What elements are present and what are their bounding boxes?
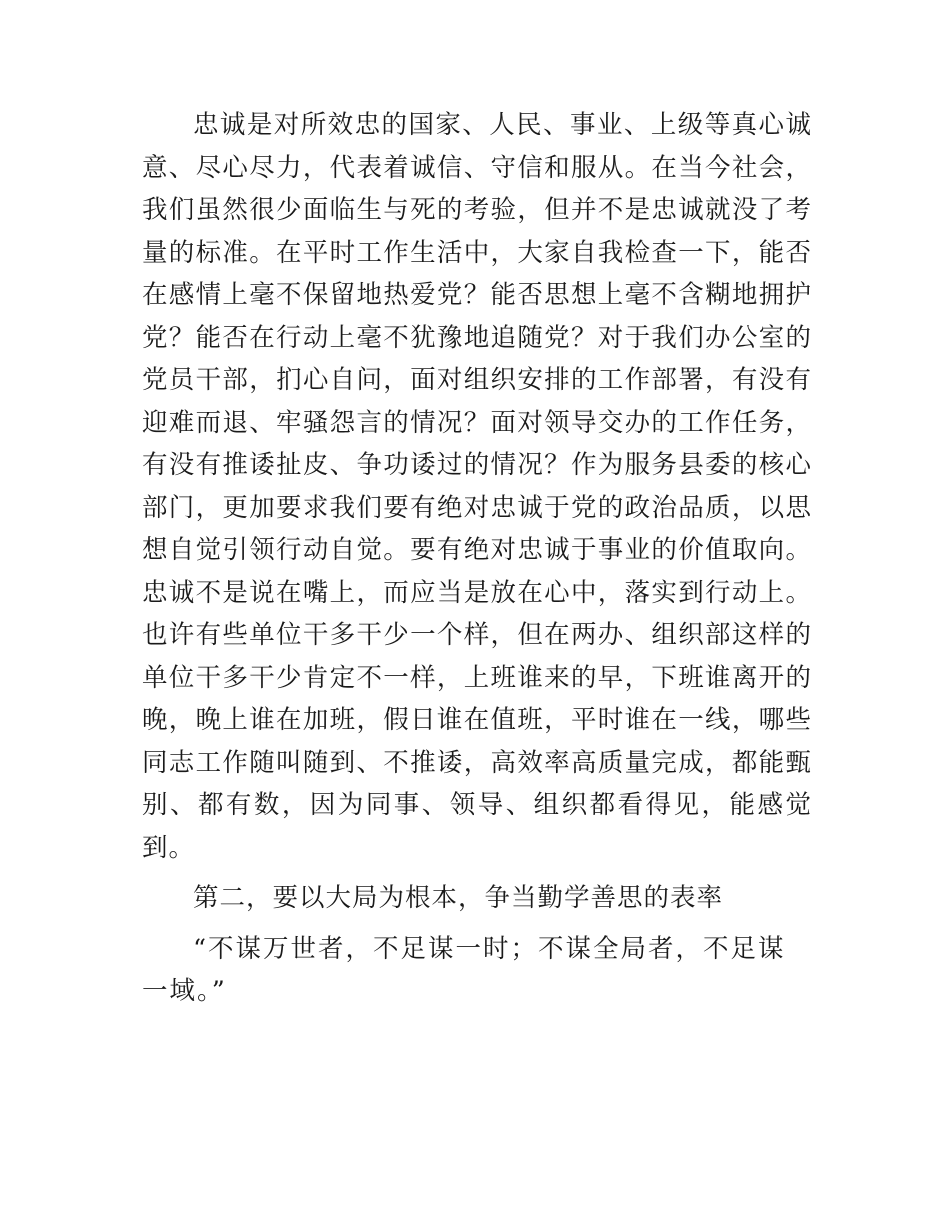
document-body [142, 104, 812, 1013]
body-paragraph: 忠诚是对所效忠的国家、人民、事业、上级等真心诚意、尽心尽力，代表着诚信、守信和服从。在当今社会，我们虽然很少面临生与死的考验，但并不是忠诚就没了考量的标准。在平时工作生活中，大家自我检查一下，能否在感情上毫不保留地热爱党？能否思想上毫不含糊地拥护党？能否在行动上毫不犹豫地追随党？对于我们办公室的党员干部，扪心自问，面对组织安排的工作部署，有没有迎难而退、牢骚怨言的情况？面对领导交办的工作任务，有没有推诿扯皮、争功诿过的情况？作为服务县委的核心部门，更加要求我们要有绝对忠诚于党的政治品质，以思想自觉引领行动自觉。要有绝对忠诚于事业的价值取向。忠诚不是说在嘴上，而应当是放在心中，落实到行动上。也许有些单位干多干少一个样，但在两办、组织部这样的单位干多干少肯定不一样，上班谁来的早，下班谁离开的晚，晚上谁在加班，假日谁在值班，平时谁在一线，哪些同志工作随叫随到、不推诿，高效率高质量完成，都能甄别、都有数，因为同事、领导、组织都看得见，能感觉到。 [142, 110, 812, 863]
quote-paragraph: “不谋万世者，不足谋一时；不谋全局者，不足谋一域。” [142, 933, 786, 1006]
section-heading: 第二，要以大局为根本，争当勤学善思的表率 [193, 883, 724, 913]
